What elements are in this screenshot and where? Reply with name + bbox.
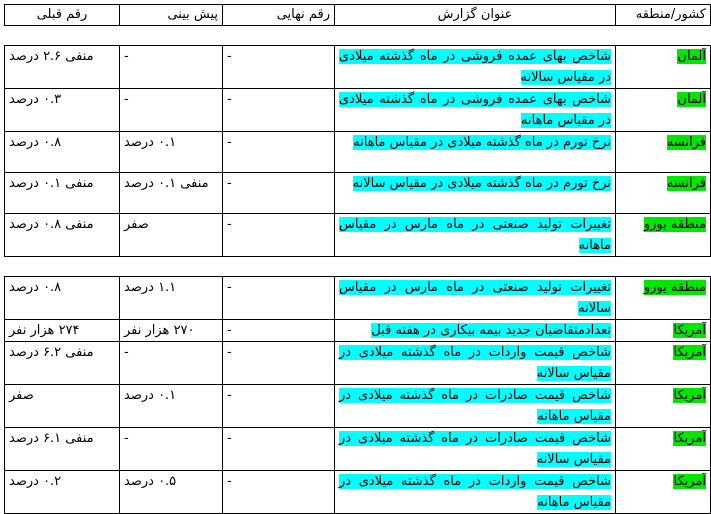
previous-cell: منفی ۶.۱ درصد bbox=[5, 428, 120, 471]
previous-cell: منفی ۶.۲ درصد bbox=[5, 342, 120, 385]
table-row bbox=[5, 342, 711, 385]
country-cell: آمریکا bbox=[616, 471, 711, 514]
title-cell: شاخص قیمت صادرات در ماه گذشته میلادی در مقیاس ماهانه bbox=[335, 385, 616, 428]
title-cell: تغییرات تولید صنعتی در ماه مارس در مقیاس سالانه bbox=[335, 277, 616, 320]
forecast-cell: ۰.۱ درصد bbox=[120, 132, 223, 173]
actual-cell: - bbox=[223, 428, 335, 471]
header-title: عنوان گزارش bbox=[335, 5, 616, 26]
reports-table-2 bbox=[4, 276, 711, 514]
country-cell: فرانسه bbox=[616, 173, 711, 214]
actual-cell: - bbox=[223, 385, 335, 428]
country-cell: فرانسه bbox=[616, 132, 711, 173]
header-forecast: پیش بینی bbox=[120, 5, 223, 26]
table-row bbox=[5, 214, 711, 257]
title-cell: تعدادمتقاضیان جدید بیمه بیکاری در هفته قبل bbox=[335, 320, 616, 342]
forecast-cell: - bbox=[120, 428, 223, 471]
previous-cell: ۲۷۴ هزار نفر bbox=[5, 320, 120, 342]
table-row bbox=[5, 277, 711, 320]
forecast-cell: ۰.۱ درصد bbox=[120, 385, 223, 428]
previous-cell: صفر bbox=[5, 385, 120, 428]
header-country: کشور/منطقه bbox=[616, 5, 711, 26]
country-cell: منطقه یورو bbox=[616, 277, 711, 320]
forecast-cell: ۱.۱ درصد bbox=[120, 277, 223, 320]
title-cell: شاخص بهای عمده فروشی در ماه گذشته میلادی در مقیاس سالانه bbox=[335, 46, 616, 89]
title-cell: تغییرات تولید صنعتی در ماه مارس در مقیاس ماهانه bbox=[335, 214, 616, 257]
reports-table-1 bbox=[4, 45, 711, 257]
table-row bbox=[5, 46, 711, 89]
forecast-cell: - bbox=[120, 46, 223, 89]
actual-cell: - bbox=[223, 214, 335, 257]
table-row bbox=[5, 471, 711, 514]
header-previous: رقم قبلی bbox=[5, 5, 120, 26]
previous-cell: منفی ۰.۸ درصد bbox=[5, 214, 120, 257]
actual-cell: - bbox=[223, 342, 335, 385]
table-row bbox=[5, 320, 711, 342]
title-cell: شاخص قیمت صادرات در ماه گذشته میلادی در مقیاس سالانه bbox=[335, 428, 616, 471]
table-row bbox=[5, 428, 711, 471]
table-row bbox=[5, 89, 711, 132]
actual-cell: - bbox=[223, 132, 335, 173]
actual-cell: - bbox=[223, 471, 335, 514]
forecast-cell: - bbox=[120, 342, 223, 385]
country-cell: منطقه یورو bbox=[616, 214, 711, 257]
table-row bbox=[5, 385, 711, 428]
title-cell: شاخص بهای عمده فروشی در ماه گذشته میلادی در مقیاس ماهانه bbox=[335, 89, 616, 132]
title-cell: نرخ تورم در ماه گذشته میلادی در مقیاس ماهانه bbox=[335, 132, 616, 173]
table-row bbox=[5, 132, 711, 173]
previous-cell: منفی ۰.۱ درصد bbox=[5, 173, 120, 214]
forecast-cell: - bbox=[120, 89, 223, 132]
header-table bbox=[4, 4, 711, 26]
previous-cell: ۰.۲ درصد bbox=[5, 471, 120, 514]
forecast-cell: صفر bbox=[120, 214, 223, 257]
actual-cell: - bbox=[223, 277, 335, 320]
previous-cell: ۰.۳ درصد bbox=[5, 89, 120, 132]
header-actual: رقم نهایی bbox=[223, 5, 335, 26]
title-cell: شاخص قیمت واردات در ماه گذشته میلادی در مقیاس سالانه bbox=[335, 342, 616, 385]
actual-cell: - bbox=[223, 46, 335, 89]
country-cell: آمریکا bbox=[616, 342, 711, 385]
title-cell: نرخ تورم در ماه گذشته میلادی در مقیاس سالانه bbox=[335, 173, 616, 214]
country-cell: آلمان bbox=[616, 46, 711, 89]
previous-cell: ۰.۸ درصد bbox=[5, 277, 120, 320]
country-cell: آلمان bbox=[616, 89, 711, 132]
header-row bbox=[5, 5, 711, 26]
actual-cell: - bbox=[223, 173, 335, 214]
actual-cell: - bbox=[223, 320, 335, 342]
previous-cell: منفی ۲.۶ درصد bbox=[5, 46, 120, 89]
forecast-cell: ۲۷۰ هزار نفر bbox=[120, 320, 223, 342]
actual-cell: - bbox=[223, 89, 335, 132]
forecast-cell: ۰.۵ درصد bbox=[120, 471, 223, 514]
forecast-cell: منفی ۰.۱ درصد bbox=[120, 173, 223, 214]
table-row bbox=[5, 173, 711, 214]
previous-cell: ۰.۸ درصد bbox=[5, 132, 120, 173]
title-cell: شاخص قیمت واردات در ماه گذشته میلادی در مقیاس ماهانه bbox=[335, 471, 616, 514]
country-cell: آمریکا bbox=[616, 428, 711, 471]
country-cell: آمریکا bbox=[616, 385, 711, 428]
country-cell: آمریکا bbox=[616, 320, 711, 342]
